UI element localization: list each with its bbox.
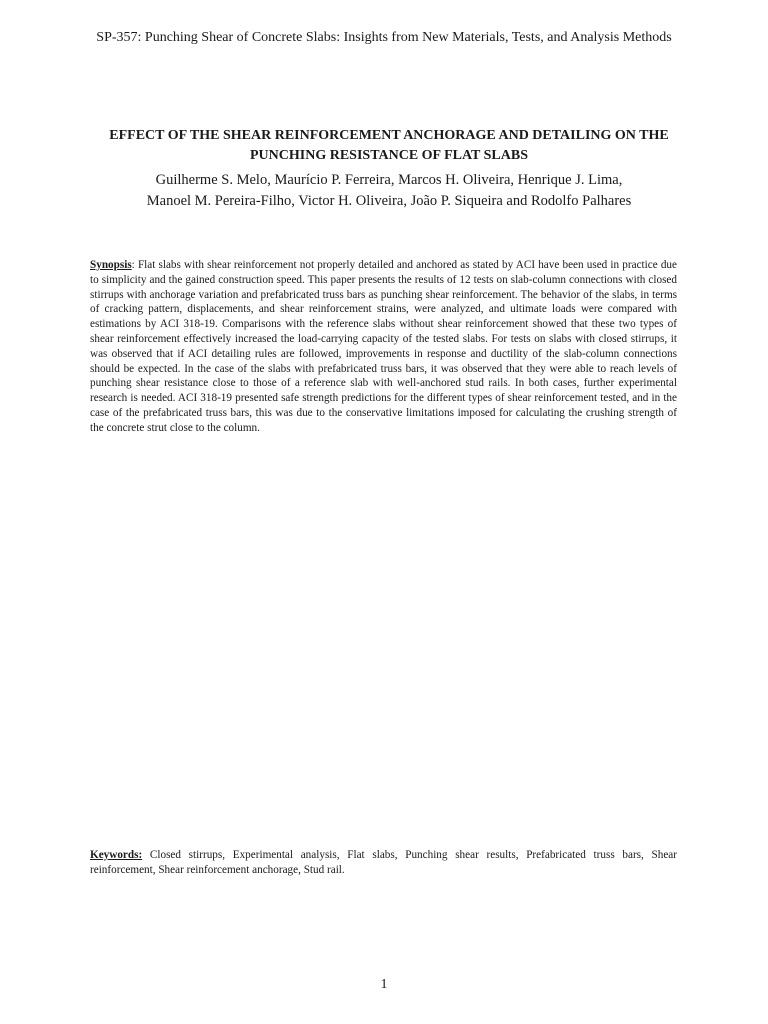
synopsis-label: Synopsis (90, 259, 132, 271)
keywords-label: Keywords: (90, 849, 143, 861)
keywords-paragraph (90, 848, 677, 878)
page-number: 1 (380, 977, 388, 992)
authors-line-2: Manoel M. Pereira-Filho, Victor H. Oliveira, João P. Siqueira and Rodolfo Palhares (146, 192, 632, 209)
authors-line-1: Guilherme S. Melo, Maurício P. Ferreira, Marcos H. Oliveira, Henrique J. Lima, (155, 172, 623, 188)
synopsis-paragraph (90, 258, 677, 436)
running-header: SP-357: Punching Shear of Concrete Slabs: Insights from New Materials, Tests, and Analysis Methods (96, 30, 672, 45)
paper-title: EFFECT OF THE SHEAR REINFORCEMENT ANCHORAGE AND DETAILING ON THE PUNCHING RESISTANCE OF FLAT SLABS (109, 128, 669, 163)
synopsis-text: : Flat slabs with shear reinforcement not properly detailed and anchored as stated by ACI have been used in practice due to simplicity and the gained construction speed. This paper presents the results of 12 tests on slab-column connections with closed stirrups with anchorage variation and prefabricated truss bars as punching shear reinforcement. The behavior of the slabs, in terms of cracking pattern, displacements, and shear reinforcement strains, were analyzed, and ultimate loads were compared with estimations by ACI 318-19. Comparisons with the reference slabs without shear reinforcement showed that these two types of shear reinforcement effectively increased the load-carrying capacity of the tested slabs. For tests on slabs with closed stirrups, it was observed that if ACI detailing rules are followed, improvements in response and ductility of the slab-column connections should be expected. In the case of the slabs with prefabricated truss bars, it was observed that they were able to reach levels of punching shear resistance close to those of a reference slab with well-anchored stud rails. In both cases, further experimental research is needed. ACI 318-19 presented safe strength predictions for the different types of shear reinforcement tested, and in the case of the prefabricated truss bars, this was due to the conservative limitations imposed for calculating the crushing strength of the concrete strut close to the column. (90, 259, 677, 434)
author-list (90, 170, 688, 211)
keywords-text: Closed stirrups, Experimental analysis, Flat slabs, Punching shear results, Prefabricated truss bars, Shear reinforcement, Shear reinforcement anchorage, Stud rail. (90, 849, 677, 876)
